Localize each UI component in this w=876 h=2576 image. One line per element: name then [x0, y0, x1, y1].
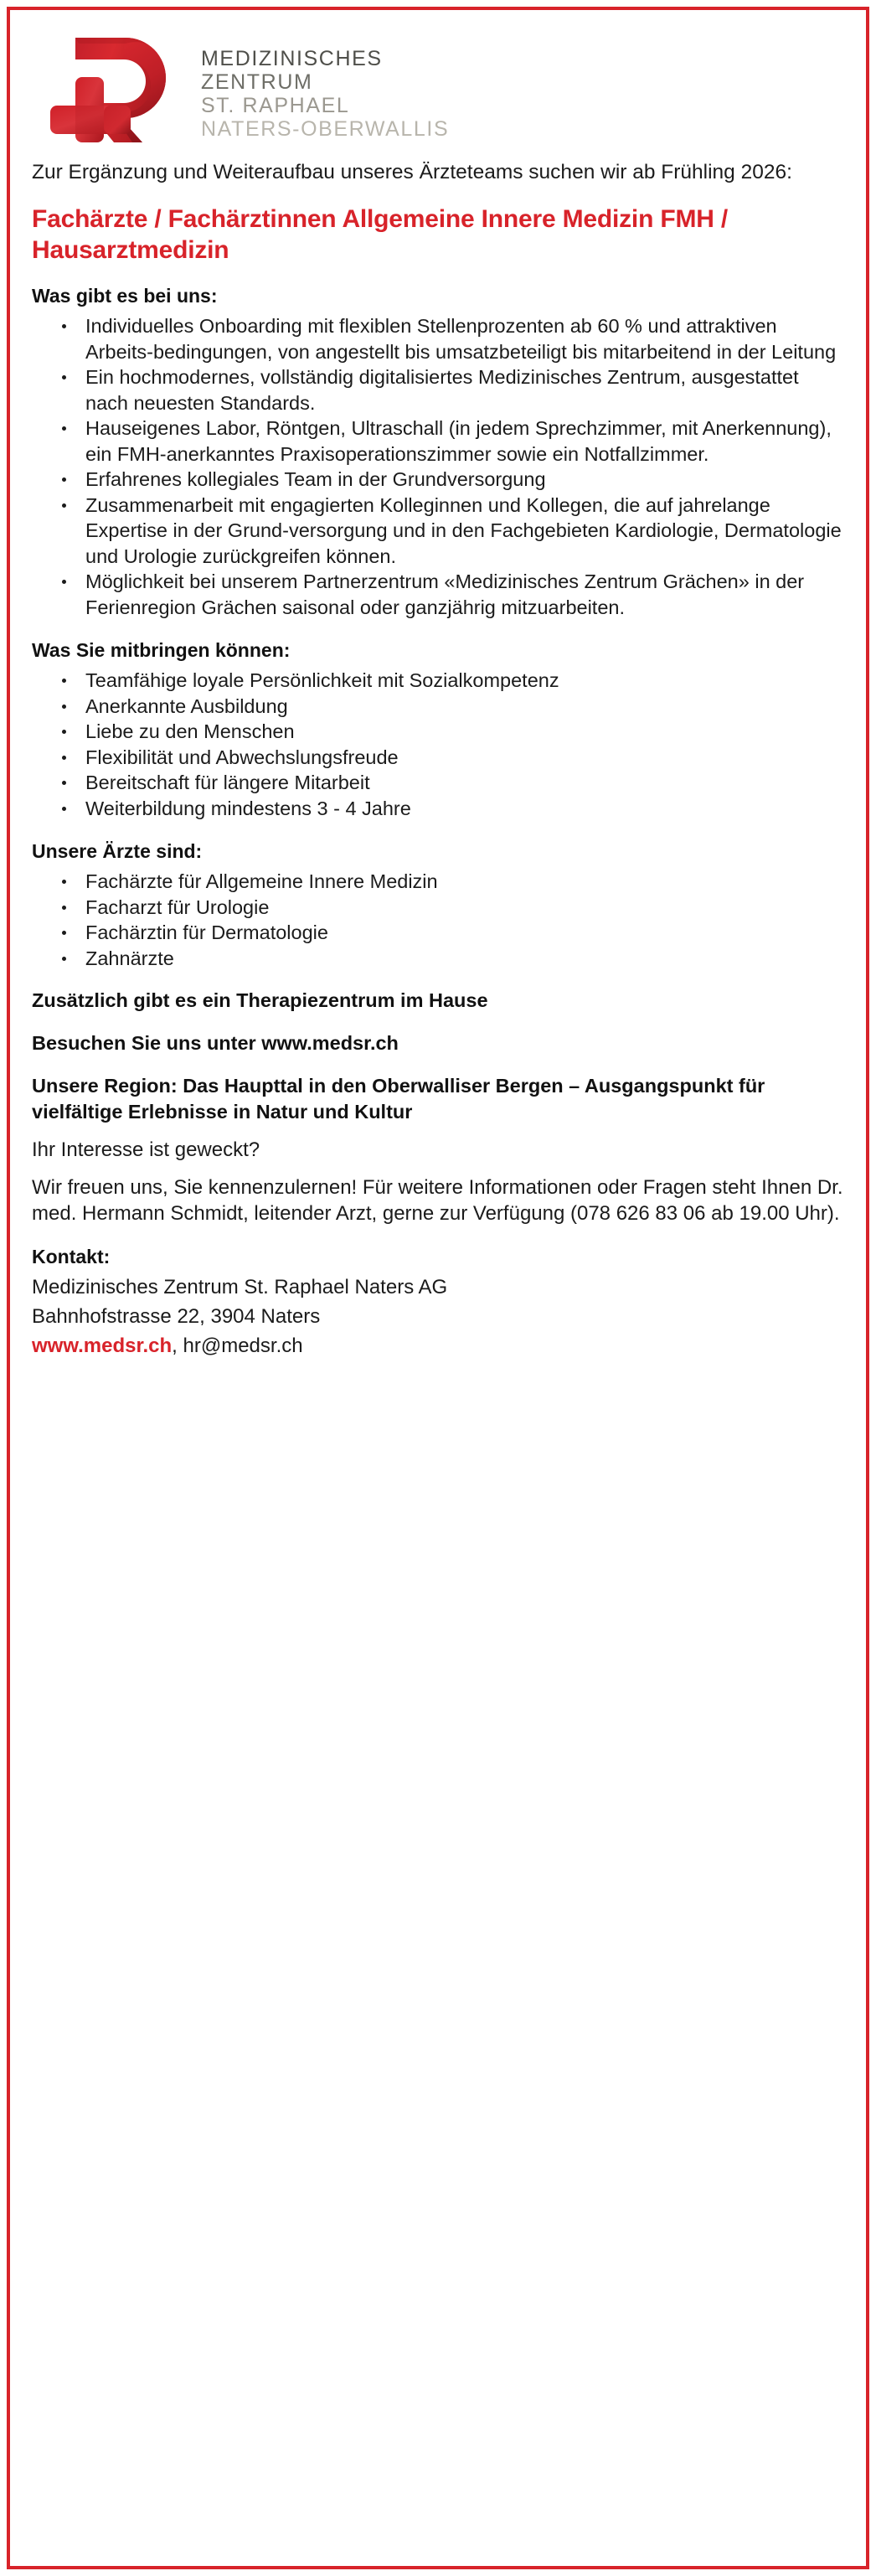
- visit-website-note: Besuchen Sie uns unter www.medsr.ch: [32, 1032, 399, 1054]
- logo-line-1: MEDIZINISCHES: [201, 47, 383, 70]
- logo-line-3: ST. RAPHAEL: [201, 94, 350, 117]
- list-item: Bereitschaft für längere Mitarbeit: [60, 770, 844, 796]
- closing-paragraph: Wir freuen uns, Sie kennenzulernen! Für weitere Informationen oder Fragen steht Ihnen Dr. med. Hermann Schmidt, leitender Arzt, gerne zur Verfügung (078 626 83 06 ab 19.00 Uhr).: [32, 1176, 843, 1225]
- benefits-list: [32, 313, 844, 620]
- list-item: Facharzt für Urologie: [60, 895, 844, 921]
- medical-cross-r-logo-icon: [45, 25, 196, 142]
- list-item: Teamfähige loyale Persönlichkeit mit Sozialkompetenz: [60, 668, 844, 694]
- section-heading-benefits: Was gibt es bei uns:: [32, 285, 218, 307]
- section-heading-doctors: Unsere Ärzte sind:: [32, 840, 203, 862]
- list-item: Zusammenarbeit mit engagierten Kolleginnen und Kollegen, die auf jahrelange Expertise in der Grund-versorgung und in den Fachgebieten Kardiologie, Dermatologie und Urologie zurückgreifen können.: [60, 493, 844, 570]
- list-item: Anerkannte Ausbildung: [60, 694, 844, 720]
- content-container: [10, 10, 866, 1359]
- list-item: Individuelles Onboarding mit flexiblen Stellenprozenten ab 60 % und attraktiven Arbeits-bedingungen, von angestellt bis umsatzbeteiligt bis mitarbeitend in der Leitung: [60, 313, 844, 364]
- list-item: Liebe zu den Menschen: [60, 719, 844, 745]
- contact-separator: ,: [172, 1334, 183, 1357]
- job-title-headline: Fachärzte / Fachärztinnen Allgemeine Innere Medizin FMH / Hausarztmedizin: [32, 205, 728, 264]
- list-item: Flexibilität und Abwechslungsfreude: [60, 745, 844, 771]
- contact-web-line: [32, 1333, 844, 1359]
- list-item: Fachärzte für Allgemeine Innere Medizin: [60, 869, 844, 895]
- website-link[interactable]: www.medsr.ch: [32, 1334, 173, 1357]
- contact-company: Medizinisches Zentrum St. Raphael Naters AG: [32, 1276, 448, 1298]
- therapy-center-note: Zusätzlich gibt es ein Therapiezentrum im Hause: [32, 989, 488, 1011]
- red-border-frame: [7, 7, 869, 2569]
- region-note: Unsere Region: Das Haupttal in den Oberwalliser Bergen – Ausgangspunkt für vielfältige Erlebnisse in Natur und Kultur: [32, 1075, 765, 1123]
- interest-question: Ihr Interesse ist geweckt?: [32, 1138, 260, 1161]
- intro-paragraph: Zur Ergänzung und Weiteraufbau unseres Ärzteteams suchen wir ab Frühling 2026:: [32, 161, 792, 183]
- logo-line-2: ZENTRUM: [201, 70, 313, 94]
- contact-heading: Kontakt:: [32, 1246, 111, 1267]
- list-item: Ein hochmodernes, vollständig digitalisiertes Medizinisches Zentrum, ausgestattet nach neuesten Standards.: [60, 364, 844, 416]
- list-item: Zahnärzte: [60, 946, 844, 972]
- section-heading-requirements: Was Sie mitbringen können:: [32, 639, 291, 661]
- email-link[interactable]: hr@medsr.ch: [183, 1334, 303, 1357]
- list-item: Weiterbildung mindestens 3 - 4 Jahre: [60, 796, 844, 822]
- requirements-list: [32, 668, 844, 821]
- logo-wordmark: [201, 47, 553, 141]
- logo-block: [37, 22, 844, 146]
- list-item: Erfahrenes kollegiales Team in der Grundversorgung: [60, 467, 844, 493]
- list-item: Fachärztin für Dermatologie: [60, 920, 844, 946]
- contact-address: Bahnhofstrasse 22, 3904 Naters: [32, 1305, 321, 1328]
- logo-line-4: NATERS-OBERWALLIS: [201, 117, 450, 141]
- list-item: Hauseigenes Labor, Röntgen, Ultraschall (in jedem Sprechzimmer, mit Anerkennung), ein FMH-anerkanntes Praxisoperationszimmer sowie ein Notfallzimmer.: [60, 416, 844, 467]
- list-item: Möglichkeit bei unserem Partnerzentrum «Medizinisches Zentrum Grächen» in der Ferienregion Grächen saisonal oder ganzjährig mitzuarbeiten.: [60, 569, 844, 620]
- doctors-list: [32, 869, 844, 971]
